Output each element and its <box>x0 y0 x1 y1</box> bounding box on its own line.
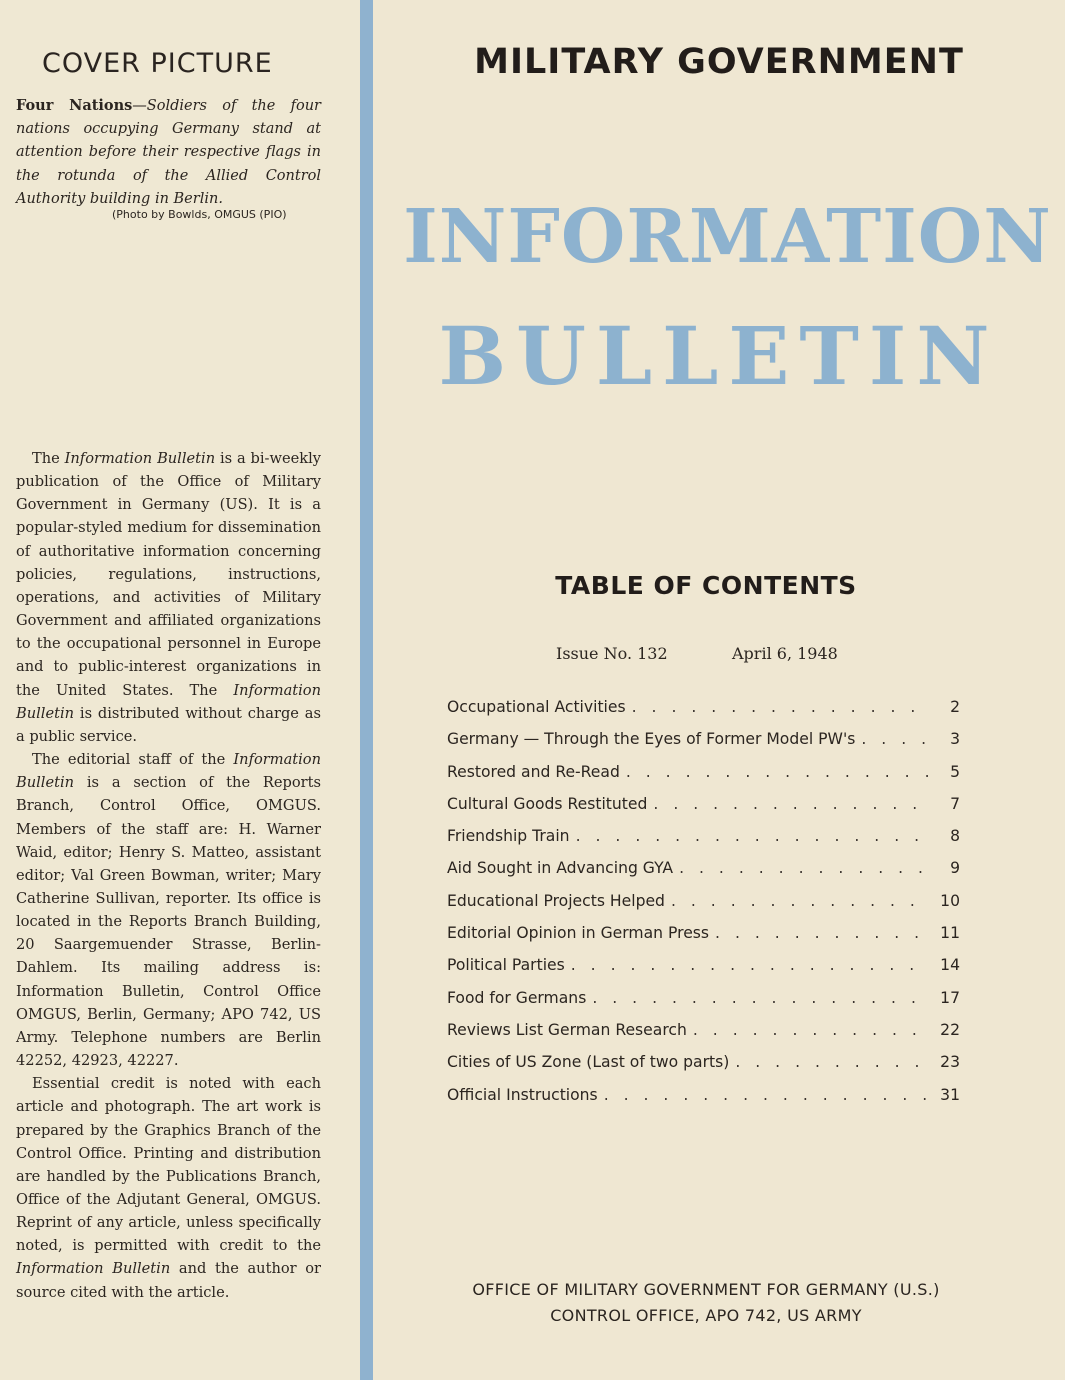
text-run: is a bi-weekly publication of the Office of Military Government in Germany (US). It is a popular-styled medium for dissemination of authoritative information concerning policies, regulations, instructions, operations, and activities of Military Government and affiliated organizations to the occupational personnel in Europe and to public-interest organizations in the United States. The <box>16 450 321 699</box>
toc-entry[interactable] <box>447 827 960 859</box>
masthead-bulletin: BULLETIN <box>438 309 1000 403</box>
text-run: is a section of the Reports Branch, Control Office, OMGUS. Members of the staff are: H. Warner Waid, editor; Henry S. Matteo, assistant editor; Val Green Bowman, writer; Mary Catherine Sullivan, reporter. Its office is located in the Reports Branch Building, 20 Saargemuender Strasse, Berlin-Dahlem. Its mailing address is: Information Bulletin, Control Office OMGUS, Berlin, Germany; APO 742, US Army. Telephone numbers are Berlin 42252, 42923, 42227. <box>16 774 321 1070</box>
toc-entry[interactable] <box>447 763 960 795</box>
text-run: is distributed without charge as a public service. <box>16 704 321 745</box>
toc-entry[interactable] <box>447 698 960 730</box>
toc-entry-page: 22 <box>940 1020 960 1039</box>
toc-entry[interactable] <box>447 730 960 762</box>
toc-entry[interactable] <box>447 795 960 827</box>
text-run: Essential credit is noted with each article and photograph. The art work is prepared by the Graphics Branch of the Control Office. Printing and distribution are handled by the Publications Branch, Office of the Adjutant General, OMGUS. Reprint of any article, unless specifically noted, is permitted with credit to the <box>16 1075 321 1255</box>
masthead-information: INFORMATION <box>403 194 1052 280</box>
dot-leader <box>855 730 930 748</box>
toc-entry-page: 8 <box>950 827 960 846</box>
about-bulletin <box>16 447 321 1304</box>
dot-leader <box>570 827 930 845</box>
cover-picture-heading: COVER PICTURE <box>42 48 273 79</box>
caption-text: Soldiers of the four nations occupying Germany stand at attention before their respective flags in the rotunda of the Allied Control Authority building in Berlin. <box>16 98 321 207</box>
dot-leader <box>673 859 930 877</box>
toc-entry-title: Aid Sought in Advancing GYA <box>447 859 674 878</box>
toc-entry-page: 9 <box>950 859 960 878</box>
about-paragraph-1 <box>16 447 321 748</box>
toc-entry-page: 3 <box>950 730 960 749</box>
dot-leader <box>598 1086 930 1104</box>
dot-leader <box>647 795 930 813</box>
toc-entry-page: 23 <box>940 1053 960 1072</box>
military-government-heading: MILITARY GOVERNMENT <box>474 42 964 82</box>
dot-leader <box>665 892 930 910</box>
toc-entry[interactable] <box>447 892 960 924</box>
toc-entry-title: Food for Germans <box>447 988 587 1007</box>
about-paragraph-3 <box>16 1072 321 1304</box>
italic-title: Information Bulletin <box>16 681 321 722</box>
toc-entry[interactable] <box>447 956 960 988</box>
toc-entry[interactable] <box>447 1053 960 1085</box>
office-line-1: OFFICE OF MILITARY GOVERNMENT FOR GERMANY (U.S.) <box>472 1280 940 1299</box>
toc-entry-page: 7 <box>950 794 960 813</box>
toc-entry-page: 11 <box>940 924 960 943</box>
toc-entry-title: Official Instructions <box>447 1085 598 1104</box>
toc-entry-page: 14 <box>940 956 960 975</box>
toc-entry-title: Cities of US Zone (Last of two parts) <box>447 1053 730 1072</box>
text-run: The editorial staff of the <box>32 751 234 769</box>
italic-title: Information Bulletin <box>16 751 321 792</box>
issue-number: Issue No. 132 <box>556 644 668 663</box>
dot-leader <box>709 924 930 942</box>
photo-credit: (Photo by Bowlds, OMGUS (PIO) <box>112 208 287 221</box>
toc-list <box>447 698 960 1118</box>
toc-entry[interactable] <box>447 924 960 956</box>
toc-entry-page: 10 <box>940 891 960 910</box>
dot-leader <box>729 1053 930 1071</box>
toc-entry-title: Editorial Opinion in German Press <box>447 924 710 943</box>
caption-dash: — <box>132 98 147 114</box>
dot-leader <box>626 698 930 716</box>
toc-entry[interactable] <box>447 859 960 891</box>
toc-entry[interactable] <box>447 989 960 1021</box>
blue-divider-bar <box>360 0 373 1380</box>
toc-entry-page: 31 <box>940 1085 960 1104</box>
toc-entry-title: Germany — Through the Eyes of Former Model PW's <box>447 730 856 749</box>
toc-entry-title: Educational Projects Helped <box>447 891 665 910</box>
dot-leader <box>620 763 930 781</box>
issue-date: April 6, 1948 <box>732 644 838 663</box>
italic-title: Information Bulletin <box>64 450 216 467</box>
cover-caption <box>16 94 321 211</box>
about-paragraph-2 <box>16 748 321 1072</box>
caption-lead: Four Nations <box>16 97 133 114</box>
toc-entry[interactable] <box>447 1021 960 1053</box>
toc-heading: TABLE OF CONTENTS <box>555 571 857 600</box>
toc-entry-page: 17 <box>940 988 960 1007</box>
toc-entry-title: Restored and Re-Read <box>447 762 620 781</box>
dot-leader <box>565 956 930 974</box>
toc-entry-page: 2 <box>950 698 960 716</box>
toc-entry-title: Friendship Train <box>447 827 570 846</box>
office-line-2: CONTROL OFFICE, APO 742, US ARMY <box>550 1306 862 1325</box>
text-run: and the author or source cited with the article. <box>16 1260 321 1301</box>
toc-entry-title: Reviews List German Research <box>447 1020 687 1039</box>
toc-entry-page: 5 <box>950 762 960 781</box>
toc-entry-title: Occupational Activities <box>447 698 626 716</box>
dot-leader <box>687 1021 930 1039</box>
toc-entry-title: Political Parties <box>447 956 565 975</box>
italic-title: Information Bulletin <box>16 1260 171 1278</box>
text-run: The <box>32 450 65 467</box>
dot-leader <box>586 989 930 1007</box>
toc-entry[interactable] <box>447 1086 960 1118</box>
toc-entry-title: Cultural Goods Restituted <box>447 794 648 813</box>
